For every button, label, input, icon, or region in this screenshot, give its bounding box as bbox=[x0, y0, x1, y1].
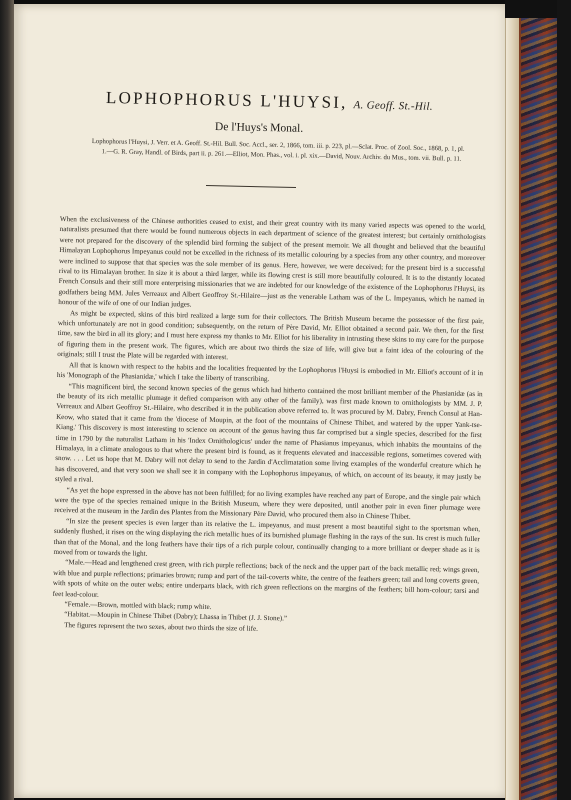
title-authority: A. Geoff. St.-Hil. bbox=[353, 99, 434, 113]
body-text bbox=[52, 214, 486, 638]
paragraph-6: “In size the present species is even larger than its relative the L. impeyanus, and must present a most beautiful sight to the sportsman when, suddenly flushed, it rises on the wing displaying the rich metallic hues of its burnished plumage flashing in the rays of the sun. Its crest is much fuller than that of the Monal, and the long feathers have their tips of a rich purple colour, continually changing to a more brilliant or deeper shade as it is moved from or towards the light. bbox=[53, 516, 481, 558]
paragraph-2: As might be expected, skins of this bird realized a large sum for their collectors. The British Museum became the possessor of the first pair, which unfortunately are not in good condition; subsequently, on the return of Père David, Mr. Elliot obtained a second pair. We then, for the first time, saw the bird in all its glory; and I must here express my thanks to Mr. Elliot for his liberality in intrusting these skins to my care for the purpose of figuring them in the present work. The figures, which are about two thirds the size of life, will give but a faint idea of the colouring of the originals; still I trust the Plate will be regarded with interest. bbox=[57, 308, 485, 362]
paragraph-1: When the exclusiveness of the Chinese authorities ceased to exist, and their great country with its many varied aspects was opened to the world, naturalists presumed that there would be found numerous objects in each department of science of the greatest interest; but certainly ornithologists were not prepared for the discovery of the splendid bird forming the subject of the present memoir. We all thought and believed that the beautiful Himalayan Lophophorus Impeyanus could not be excelled in the richness of its metallic colouring by a species from any other country, and moreover were inclined to suppose that that species was the sole member of its genus. Here, however, we were deceived; for the present bird is a successful rival to its Himalayan brother. In size it is about a third larger, while its flowing crest is still more beautifully coloured. It is to the distantly located French Consuls and their still more enterprising missionaries that we are indebted for our knowledge of the existence of the Lophophorus l'Huysi, its godfathers being MM. Jules Verreaux and Albert Geoffroy St.-Hilaire—just as the venerable Latham was of the L. Impeyanus, which he named in honour of the wife of one of our Indian judges. bbox=[58, 214, 486, 309]
book-left-edge bbox=[0, 0, 14, 800]
book-right-edge bbox=[557, 0, 571, 800]
synonymy-references: Lophophorus l'Huysi, J. Verr. et A. Geoff. St.-Hil. Bull. Soc. Accl., ser. 2, 1866, tom. iii. p. 223, pl.—Sclat. Proc. of Zool. Soc., 1868, p. 1, pl. 1.—G. R. Gray, Handl. of Birds, part ii. p. 261.—Elliot, Mon. Phas., vol. i. pl. xix.—David, Nouv. Archiv. du Mus., tom. vii. Bull. p. 11. bbox=[91, 137, 465, 163]
paragraph-7: “Male.—Head and lengthened crest green, with rich purple reflections; back of the neck and the upper part of the back metallic red; wings green, with blue and purple reflections; primaries brown; rump and part of the tail-coverts white, the centre of the feathers green; tail and long coverts green, with spots of white on the outer webs; entire underparts black, with rich green reflections on the margins of the feathers; bill horn-colour; tarsi and feet lead-colour. bbox=[52, 558, 480, 599]
marbled-endpaper bbox=[519, 18, 559, 800]
paragraph-3: All that is known with respect to the habits and the localities frequented by the Lophophorus l'Huysi is embodied in Mr. Elliot's account of it in his 'Monograph of the Phasianidæ,' which I take the liberty of transcribing. bbox=[56, 360, 484, 384]
paragraph-5: “As yet the hope expressed in the above has not been fulfilled; for no living examples have reached any part of Europe, and the single pair which were the type of the species remained unique in the British Museum, where they were deposited, until another pair in even finer plumage were received at the museum in the Jardin des Plantes from the Missionary Père David, who procured them also in Chinese Thibet. bbox=[54, 485, 481, 522]
paragraph-10: The figures represent the two sexes, about two thirds the size of life. bbox=[64, 620, 258, 633]
page-edge-stack bbox=[505, 18, 520, 800]
title-species: LOPHOPHORUS L'HUYSI, bbox=[105, 88, 348, 113]
paragraph-9: “Habitat.—Moupin in Chinese Thibet (Dabry); Lhassa in Thibet (J. J. Stone).” bbox=[64, 610, 288, 623]
book-top-shadow bbox=[505, 0, 557, 18]
plate-subtitle: De l'Huys's Monal. bbox=[214, 121, 304, 135]
paragraph-4: “This magnificent bird, the second known species of the genus which had hitherto contained the most brilliant member of the Phasianidæ (as in the beauty of its rich metallic plumage it defied comparison with any other of the family), was first made known to ornithologists by MM. J. P. Verreaux and Albert Geoffroy St.-Hilaire, who described it in the publication above referred to. It was procured by M. Dabry, French Consul at Han-Keow, who stated that it came from the 'diocese of Moupin, at the foot of the mountains of Chinese Thibet, and watered by the upper Yank-tse-Kiang.' This discovery is most interesting to science on account of the genus having thus far comprised but a single species, described for the first time in 1790 by the naturalist Latham in his 'Index Ornithologicus' under the name of Phasianus impeyanus, which inhabits the mountains of the Himalaya, in a climate analogous to that where the present bird is found, as it frequents elevated and inaccessible regions, sometimes covered with snow. . . . Let us hope that M. Dabry will not delay to send to the Jardin d'Acclimatation some living examples of the wonderful creature which he has discovered, and that very soon we shall see it in company with the Lophophorus impeyanus, of which, on account of its beauty, it may justly be styled a rival. bbox=[54, 381, 483, 484]
paragraph-8: “Female.—Brown, mottled with black; rump white. bbox=[64, 600, 212, 612]
